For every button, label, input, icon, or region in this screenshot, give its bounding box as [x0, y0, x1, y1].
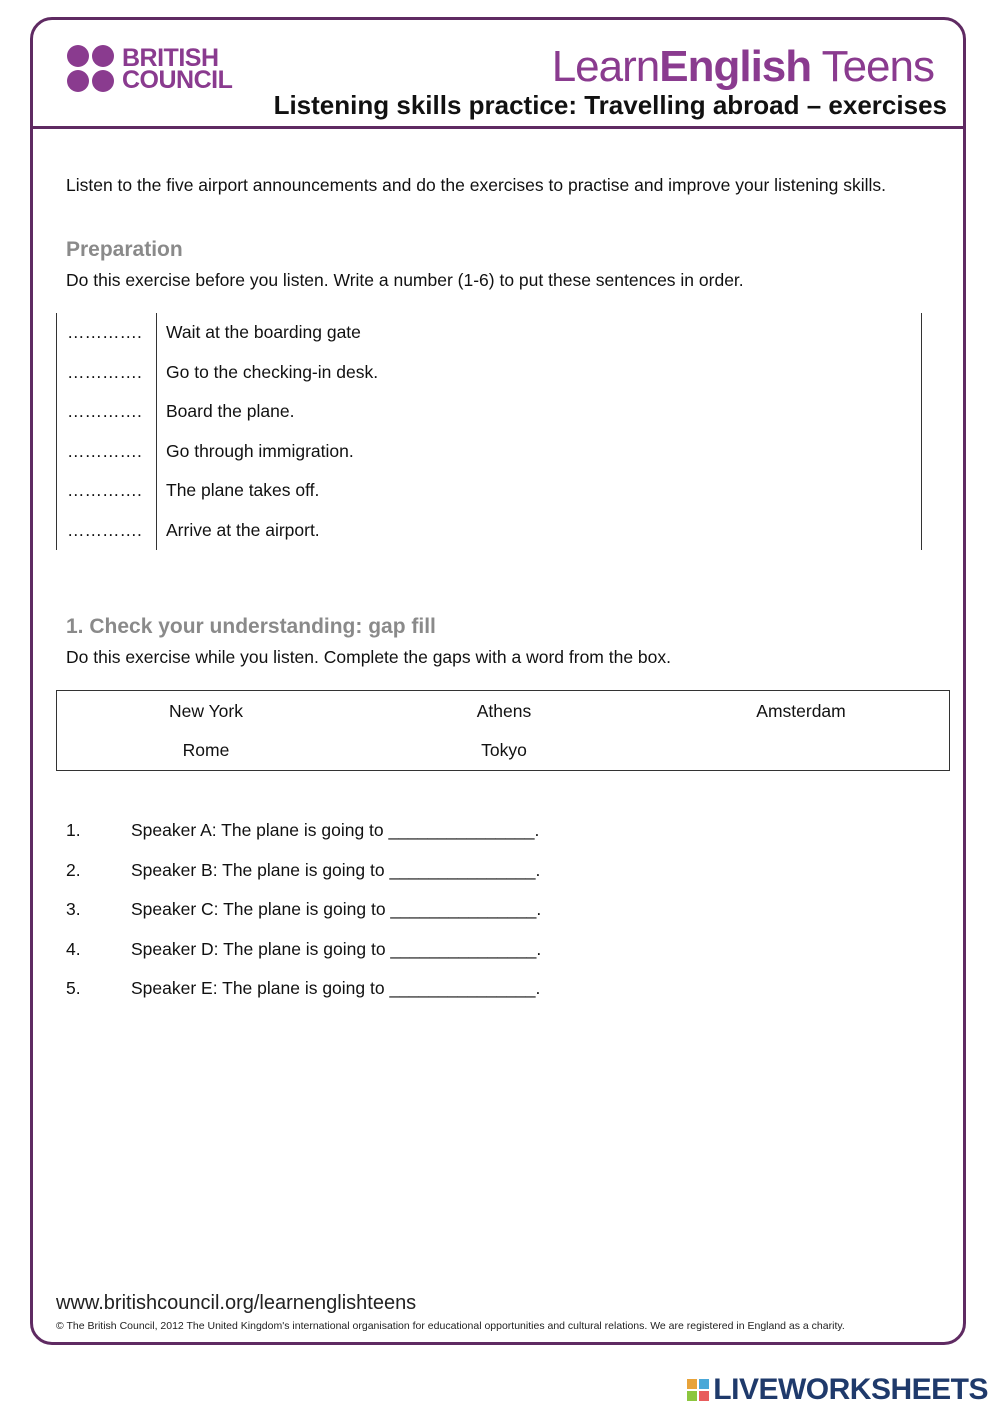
question-text[interactable]: Speaker D: The plane is going to _______________.: [131, 939, 542, 959]
question-number: 2.: [66, 860, 81, 880]
preparation-table: [56, 313, 922, 550]
word-option: Amsterdam: [756, 701, 846, 721]
learnenglish-teens-logo: [552, 42, 934, 92]
order-blank[interactable]: ………….: [67, 441, 142, 461]
question-text[interactable]: Speaker B: The plane is going to _______________.: [131, 860, 541, 880]
liveworksheets-icon: [687, 1379, 709, 1401]
sentence: Go to the checking-in desk.: [166, 362, 379, 382]
question-text[interactable]: Speaker E: The plane is going to _______________.: [131, 978, 541, 998]
question-text[interactable]: Speaker C: The plane is going to _______________.: [131, 899, 542, 919]
table-row: [57, 432, 921, 472]
sentence: Go through immigration.: [166, 441, 354, 461]
word-option: Athens: [476, 701, 532, 721]
table-row: [57, 471, 921, 511]
sentence: Arrive at the airport.: [166, 520, 320, 540]
british-council-dots-icon: [67, 45, 114, 92]
liveworksheets-text: LIVEWORKSHEETS: [713, 1373, 988, 1406]
order-blank[interactable]: ………….: [67, 520, 142, 540]
sentence: Wait at the boarding gate: [166, 322, 361, 342]
preparation-heading: Preparation: [66, 238, 183, 261]
order-blank[interactable]: ………….: [67, 362, 142, 382]
brand-english: English: [659, 42, 812, 91]
table-row: [57, 392, 921, 432]
question-number: 1.: [66, 820, 81, 840]
preparation-instruction: Do this exercise before you listen. Write a number (1-6) to put these sentences in order.: [66, 270, 744, 290]
page-title: Listening skills practice: Travelling abroad – exercises: [273, 90, 947, 120]
order-blank[interactable]: ………….: [67, 401, 142, 421]
footer-url[interactable]: www.britishcouncil.org/learnenglishteens: [56, 1292, 417, 1314]
word-option: Tokyo: [481, 740, 527, 760]
org-name-line1: BRITISH: [122, 43, 219, 72]
sentence: Board the plane.: [166, 401, 295, 421]
brand-learn: Learn: [551, 42, 660, 91]
org-name-line2: COUNCIL: [122, 65, 233, 94]
table-row: [57, 353, 921, 393]
question-number: 5.: [66, 978, 81, 998]
british-council-logo: [67, 45, 232, 92]
intro-text: Listen to the five airport announcements and do the exercises to practise and improve your listening skills.: [66, 175, 887, 195]
table-row: [57, 511, 921, 551]
page-frame: [30, 17, 966, 1345]
table-row: [57, 313, 921, 353]
brand-teens: Teens: [811, 42, 934, 91]
order-blank[interactable]: ………….: [67, 322, 142, 342]
question-number: 3.: [66, 899, 81, 919]
footer-copyright: © The British Council, 2012 The United Kingdom's international organisation for educational opportunities and cultural relations. We are registered in England as a charity.: [56, 1320, 845, 1332]
gapfill-heading: 1. Check your understanding: gap fill: [66, 615, 436, 638]
word-option: New York: [169, 701, 243, 721]
sentence: The plane takes off.: [166, 480, 320, 500]
question-text[interactable]: Speaker A: The plane is going to _______________.: [131, 820, 540, 840]
word-box: [56, 690, 950, 771]
question-number: 4.: [66, 939, 81, 959]
header-divider: [33, 126, 966, 129]
liveworksheets-watermark: [687, 1373, 988, 1407]
order-blank[interactable]: ………….: [67, 480, 142, 500]
word-option: Rome: [182, 740, 230, 760]
gapfill-instruction: Do this exercise while you listen. Complete the gaps with a word from the box.: [66, 647, 672, 667]
